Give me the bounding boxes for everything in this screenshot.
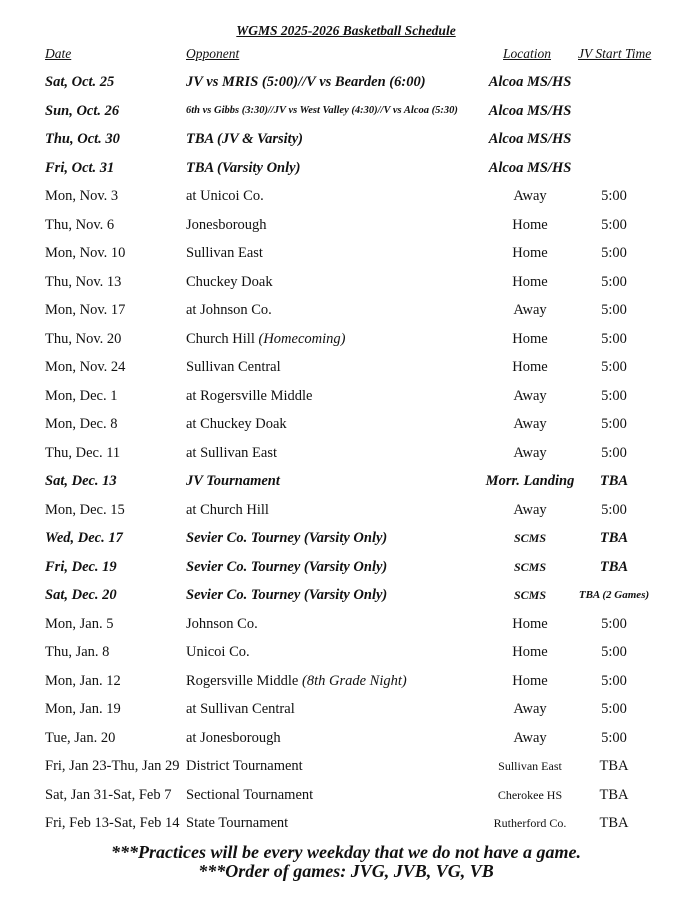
row-date: Thu, Nov. 6 [45, 216, 115, 233]
row-location: Alcoa MS/HS [488, 131, 572, 147]
row-date: Mon, Nov. 3 [45, 188, 119, 204]
row-date: Sat, Dec. 13 [45, 473, 117, 489]
opponent-name: at Sullivan East [186, 444, 278, 461]
row-opponent [186, 671, 407, 691]
row-date: Fri, Feb 13-Sat, Feb 14 [45, 815, 180, 831]
opponent-name: Sullivan Central [186, 359, 281, 375]
table-row [0, 272, 692, 292]
row-date: Mon, Dec. 15 [45, 501, 125, 518]
opponent-name: at Rogersville Middle [186, 387, 313, 404]
row-location: Home [512, 216, 548, 233]
row-start-time: 5:00 [601, 330, 627, 347]
row-opponent [186, 528, 387, 548]
opponent-name: Rogersville Middle [186, 672, 299, 689]
opponent-name: Jonesborough [186, 216, 267, 233]
table-row [0, 500, 692, 520]
row-start-time: 5:00 [601, 273, 627, 290]
table-row [0, 215, 692, 235]
row-start-time: TBA [599, 786, 629, 803]
table-row [0, 243, 692, 263]
table-row [0, 386, 692, 406]
table-row [0, 471, 692, 491]
row-location: SCMS [513, 588, 547, 602]
row-date: Fri, Oct. 31 [45, 159, 115, 176]
row-start-time: TBA [599, 815, 629, 831]
opponent-name: Sevier Co. Tourney (Varsity Only) [186, 530, 388, 546]
row-start-time: 5:00 [601, 387, 627, 404]
table-row [0, 186, 692, 206]
row-opponent [186, 329, 345, 349]
row-start-time: TBA [599, 530, 629, 546]
row-date: Mon, Nov. 10 [45, 245, 126, 261]
table-row [0, 329, 692, 349]
row-opponent [186, 129, 303, 149]
table-row [0, 443, 692, 463]
row-location: Morr. Landing [485, 473, 575, 489]
row-date: Fri, Jan 23-Thu, Jan 29 [45, 758, 180, 774]
header-jv-start-time: JV Start Time [578, 46, 652, 61]
row-date: Sat, Dec. 20 [45, 587, 117, 603]
row-location: Away [513, 188, 547, 204]
footer-practices-note: ***Practices will be every weekday that we do not have a game. [111, 842, 581, 862]
row-location: Home [512, 330, 548, 347]
row-opponent [186, 300, 272, 320]
row-location: Cherokee HS [497, 787, 563, 802]
row-date: Mon, Nov. 24 [45, 359, 126, 375]
opponent-name: State Tournament [186, 815, 289, 831]
row-location: Away [513, 387, 547, 404]
opponent-name: District Tournament [186, 758, 303, 774]
opponent-name: at Johnson Co. [186, 302, 272, 318]
table-row [0, 72, 692, 92]
row-start-time: TBA (2 Games) [578, 589, 650, 601]
opponent-name: TBA (JV & Varsity) [186, 131, 303, 147]
opponent-name: at Jonesborough [186, 729, 281, 746]
table-row [0, 756, 692, 776]
row-opponent [186, 642, 250, 662]
row-location: Alcoa MS/HS [488, 102, 572, 119]
row-opponent [186, 699, 295, 719]
table-row [0, 300, 692, 320]
opponent-name: JV vs MRIS (5:00)//V vs Bearden (6:00) [186, 74, 426, 90]
row-opponent [186, 101, 458, 121]
row-start-time: 5:00 [601, 245, 627, 261]
row-date: Wed, Dec. 17 [45, 530, 123, 546]
row-date: Thu, Jan. 8 [45, 644, 110, 660]
row-opponent [186, 557, 387, 577]
opponent-name: Sevier Co. Tourney (Varsity Only) [186, 558, 388, 575]
table-row [0, 728, 692, 748]
row-date: Fri, Dec. 19 [45, 558, 117, 575]
row-start-time: 5:00 [601, 302, 627, 318]
table-row [0, 557, 692, 577]
opponent-name: 6th vs Gibbs (3:30)//JV vs West Valley (4:30)//V vs Alcoa (5:30) [186, 104, 458, 116]
row-date: Mon, Jan. 19 [45, 701, 121, 717]
row-opponent [186, 614, 258, 634]
row-opponent [186, 785, 313, 805]
row-date: Thu, Dec. 11 [45, 444, 121, 461]
row-start-time: 5:00 [601, 701, 627, 717]
row-opponent [186, 386, 312, 406]
row-location: Away [513, 444, 547, 461]
row-start-time: 5:00 [601, 615, 627, 632]
row-date: Thu, Oct. 30 [45, 131, 120, 147]
row-date: Mon, Nov. 17 [45, 302, 126, 318]
row-location: Home [512, 672, 548, 689]
row-location: Home [512, 359, 548, 375]
header-location: Location [503, 46, 552, 61]
row-location: Away [513, 701, 547, 717]
row-location: Away [513, 501, 547, 518]
row-location: Alcoa MS/HS [488, 74, 572, 90]
row-location: Rutherford Co. [493, 816, 567, 830]
opponent-name: at Church Hill [186, 501, 269, 518]
row-start-time: 5:00 [601, 644, 627, 660]
row-location: Home [512, 273, 548, 290]
opponent-name: Unicoi Co. [186, 644, 250, 660]
row-start-time: TBA [599, 473, 629, 489]
row-start-time: 5:00 [601, 501, 627, 518]
table-row [0, 158, 692, 178]
row-opponent [186, 414, 287, 434]
row-location: Alcoa MS/HS [488, 159, 572, 176]
table-row [0, 671, 692, 691]
row-date: Sat, Jan 31-Sat, Feb 7 [45, 786, 172, 803]
row-opponent [186, 186, 264, 206]
row-location: Home [512, 644, 548, 660]
table-row [0, 585, 692, 605]
table-row [0, 642, 692, 662]
opponent-name: TBA (Varsity Only) [186, 159, 301, 176]
row-opponent [186, 72, 426, 92]
row-opponent [186, 471, 280, 491]
row-date: Thu, Nov. 20 [45, 330, 122, 347]
table-row [0, 414, 692, 434]
row-opponent [186, 500, 269, 520]
row-start-time: 5:00 [601, 672, 627, 689]
row-location: Sullivan East [498, 759, 562, 773]
row-date: Mon, Dec. 8 [45, 416, 118, 432]
table-row [0, 614, 692, 634]
opponent-name: Church Hill [186, 330, 255, 347]
row-date: Mon, Dec. 1 [45, 387, 118, 404]
header-date: Date [45, 46, 72, 61]
row-opponent [186, 443, 277, 463]
opponent-name: at Chuckey Doak [186, 416, 287, 432]
opponent-name: at Sullivan Central [186, 701, 295, 717]
row-location: Away [513, 416, 547, 432]
row-opponent [186, 158, 300, 178]
table-row [0, 785, 692, 805]
row-location: SCMS [513, 559, 547, 574]
opponent-name: Chuckey Doak [186, 273, 273, 290]
row-start-time: 5:00 [601, 188, 627, 204]
opponent-name: Johnson Co. [186, 615, 258, 632]
row-location: SCMS [513, 531, 547, 545]
row-date: Sat, Oct. 25 [45, 74, 115, 90]
row-start-time: 5:00 [601, 444, 627, 461]
table-row [0, 699, 692, 719]
row-opponent [186, 243, 263, 263]
row-start-time: TBA [599, 758, 629, 774]
row-date: Tue, Jan. 20 [45, 729, 116, 746]
table-row [0, 129, 692, 149]
row-date: Sun, Oct. 26 [45, 102, 120, 119]
opponent-name: JV Tournament [186, 473, 280, 489]
row-date: Mon, Jan. 12 [45, 672, 121, 689]
page-title: WGMS 2025-2026 Basketball Schedule [236, 23, 456, 38]
opponent-note: (8th Grade Night) [302, 672, 407, 689]
opponent-note: (Homecoming) [258, 330, 346, 347]
row-start-time: 5:00 [601, 729, 627, 746]
row-start-time: 5:00 [601, 359, 627, 375]
row-start-time: 5:00 [601, 216, 627, 233]
table-row [0, 813, 692, 833]
table-row [0, 357, 692, 377]
row-start-time: 5:00 [601, 416, 627, 432]
row-location: Away [513, 729, 547, 746]
table-row [0, 528, 692, 548]
row-date: Thu, Nov. 13 [45, 273, 122, 290]
row-opponent [186, 728, 281, 748]
table-row [0, 101, 692, 121]
row-opponent [186, 357, 281, 377]
row-opponent [186, 813, 288, 833]
row-date: Mon, Jan. 5 [45, 615, 114, 632]
row-location: Home [512, 615, 548, 632]
opponent-name: Sectional Tournament [186, 786, 314, 803]
row-opponent [186, 756, 303, 776]
footer-order-note: ***Order of games: JVG, JVB, VG, VB [198, 861, 494, 881]
row-start-time: TBA [599, 558, 629, 575]
row-opponent [186, 585, 387, 605]
opponent-name: Sullivan East [186, 245, 263, 261]
header-opponent: Opponent [186, 46, 240, 61]
opponent-name: Sevier Co. Tourney (Varsity Only) [186, 587, 388, 603]
row-location: Away [513, 302, 547, 318]
row-location: Home [512, 245, 548, 261]
opponent-name: at Unicoi Co. [186, 188, 264, 204]
row-opponent [186, 215, 267, 235]
row-opponent [186, 272, 273, 292]
